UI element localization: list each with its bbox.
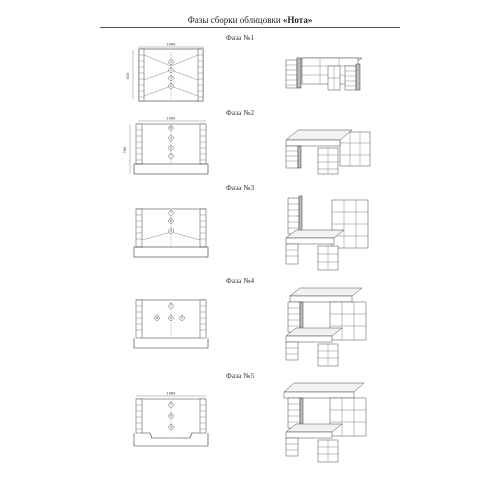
phase-5-label: Фаза №5 (225, 371, 255, 380)
part-number-badge (169, 219, 174, 224)
part-number-badge (169, 229, 174, 234)
svg-text:7: 7 (169, 154, 173, 159)
phase-3-3d-view (286, 196, 368, 270)
part-number-badge (169, 211, 174, 216)
height-dimension: 620 (126, 72, 130, 80)
svg-text:4: 4 (169, 229, 173, 234)
svg-text:1: 1 (169, 60, 173, 65)
phase-4-label: Фаза №4 (225, 276, 255, 285)
part-number-badge (169, 76, 174, 81)
phase-1-plan-view (126, 43, 204, 102)
part-number-badge (169, 414, 174, 419)
part-number-badge (169, 60, 174, 65)
svg-text:7: 7 (169, 403, 173, 408)
phase-3-label: Фаза №3 (225, 183, 255, 192)
part-number-badge (169, 304, 174, 309)
part-number-badge (169, 84, 174, 89)
svg-text:4: 4 (169, 316, 173, 321)
phase-4-plan-view (134, 300, 208, 348)
svg-text:4: 4 (169, 425, 173, 430)
width-dimension: 1060 (166, 116, 176, 121)
part-number-badge (169, 146, 174, 151)
svg-text:2: 2 (169, 68, 173, 73)
part-number-badge (169, 403, 174, 408)
part-number-badge (180, 316, 185, 321)
phase-5-plan-view (134, 392, 208, 447)
part-number-badge (169, 136, 174, 141)
svg-text:5: 5 (169, 146, 173, 151)
phase-3-plan-view (134, 209, 208, 257)
svg-text:5: 5 (180, 316, 184, 321)
phase-2-3d-view (286, 130, 370, 174)
part-number-badge (169, 126, 174, 131)
part-number-badge (169, 425, 174, 430)
svg-text:3: 3 (169, 76, 173, 81)
svg-text:4: 4 (169, 136, 173, 141)
phase-5-drawings (0, 373, 500, 463)
height-dimension: 780 (123, 146, 127, 154)
svg-text:8: 8 (155, 316, 159, 321)
part-number-badge (169, 316, 174, 321)
part-number-badge (155, 316, 160, 321)
phase-5-3d-view (284, 383, 366, 462)
page-title-text: Фазы сборки облицовки (187, 15, 283, 25)
phase-2-plan-view (123, 117, 208, 175)
phase-4-3d-view (286, 288, 366, 366)
phase-1-label: Фаза №1 (225, 33, 255, 42)
part-number-badge (169, 68, 174, 73)
phase-2-label: Фаза №2 (225, 108, 255, 117)
svg-text:4: 4 (169, 84, 173, 89)
page-title-name: «Нота» (282, 15, 313, 25)
svg-text:6: 6 (169, 126, 173, 131)
svg-text:7: 7 (169, 211, 173, 216)
title-divider (100, 27, 400, 28)
svg-text:7: 7 (169, 304, 173, 309)
width-dimension: 1060 (166, 391, 176, 396)
page-title (0, 15, 500, 25)
width-dimension: 1060 (166, 42, 176, 47)
svg-text:9: 9 (169, 414, 173, 419)
phase-1-3d-view (286, 58, 362, 90)
part-number-badge (169, 154, 174, 159)
svg-text:6: 6 (169, 219, 173, 224)
phase-4-drawings (0, 278, 500, 368)
phase-3-drawings (0, 185, 500, 275)
